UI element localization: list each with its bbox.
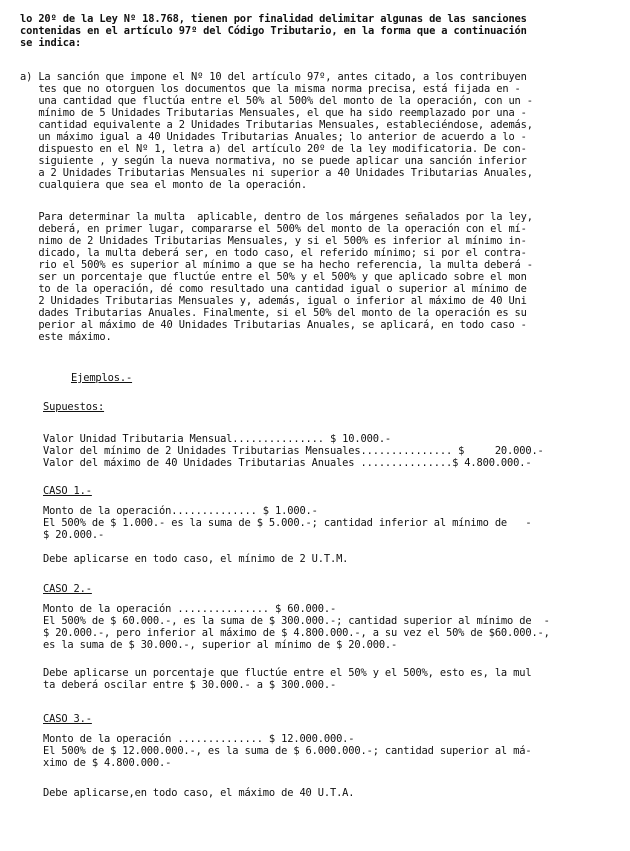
case-1-conclusion: Debe aplicarse en todo caso, el mínimo de 2 U.T.M. — [43, 553, 349, 565]
case-2-line: Monto de la operación ............... $ 60.000.- — [43, 603, 337, 615]
para-b-line: 2 Unidades Tributarias Mensuales y, además, igual o inferior al máximo de 40 Uni — [20, 295, 527, 307]
case-3-line: Monto de la operación .............. $ 12.000.000.- — [43, 733, 355, 745]
para-a-line: tes que no otorguen los documentos que la misma norma precisa, está fijada en - — [20, 83, 521, 95]
para-b-line: Para determinar la multa aplicable, dentro de los márgenes señalados por la ley, — [20, 211, 533, 223]
para-a-line: cantidad equivalente a 2 Unidades Tributarias Mensuales, estableciéndose, además, — [20, 119, 533, 131]
case-2-conclusion: Debe aplicarse un porcentaje que fluctúe entre el 50% y el 500%, esto es, la mul — [43, 667, 532, 679]
case-2-conclusion: ta deberá oscilar entre $ 30.000.- a $ 300.000.- — [43, 679, 337, 691]
assumption-line: Valor del máximo de 40 Unidades Tributarias Anuales ...............$ 4.800.000.- — [43, 457, 532, 469]
para-b-line: to de la operación, dé como resultado una cantidad igual o superior al mínimo de — [20, 283, 527, 295]
case-2-title: CASO 2.- — [43, 583, 92, 595]
assumptions-heading: Supuestos: — [43, 401, 105, 413]
assumption-line: Valor del mínimo de 2 Unidades Tributarias Mensuales............... $ 20.000.- — [43, 445, 544, 457]
para-a-line: una cantidad que fluctúa entre el 50% al 500% del monto de la operación, con un - — [20, 95, 533, 107]
para-b-line: deberá, en primer lugar, compararse el 500% del monto de la operación con el mí- — [20, 223, 527, 235]
para-a-line: a) La sanción que impone el Nº 10 del artículo 97º, antes citado, a los contribuyen — [20, 71, 527, 83]
para-b-line: ser un porcentaje que fluctúe entre el 50% y el 500% y que aplicado sobre el mon — [20, 271, 527, 283]
case-1-line: El 500% de $ 1.000.- es la suma de $ 5.000.-; cantidad inferior al mínimo de - — [43, 517, 532, 529]
para-b-line: nimo de 2 Unidades Tributarias Mensuales, y si el 500% es inferior al mínimo in- — [20, 235, 527, 247]
case-1-title: CASO 1.- — [43, 485, 92, 497]
para-a-line: a 2 Unidades Tributarias Mensuales ni superior a 40 Unidades Tributarias Anuales, — [20, 167, 533, 179]
case-1-line: $ 20.000.- — [43, 529, 105, 541]
para-b-line: dicado, la multa deberá ser, en todo caso, el referido mínimo; si por el contra- — [20, 247, 527, 259]
intro-line: se indica: — [20, 37, 82, 49]
assumption-line: Valor Unidad Tributaria Mensual............... $ 10.000.- — [43, 433, 392, 445]
para-a-line: cualquiera que sea el monto de la operación. — [20, 179, 307, 191]
para-b-line: dades Tributarias Anuales. Finalmente, si el 50% del monto de la operación es su — [20, 307, 527, 319]
intro-line: contenidas en el artículo 97º del Código Tributario, en la forma que a continuación — [20, 25, 527, 37]
para-a-line: un máximo igual a 40 Unidades Tributarias Anuales; lo anterior de acuerdo a lo - — [20, 131, 527, 143]
para-b-line: rio el 500% es superior al mínimo a que se ha hecho referencia, la multa deberá - — [20, 259, 533, 271]
para-a-line: dispuesto en el Nº 1, letra a) del artículo 20º de la ley modificatoria. De con- — [20, 143, 527, 155]
case-2-line: El 500% de $ 60.000.-, es la suma de $ 300.000.-; cantidad superior al mínimo de - — [43, 615, 550, 627]
intro-line: lo 20º de la Ley Nº 18.768, tienen por finalidad delimitar algunas de las sanciones — [20, 13, 527, 25]
para-b-line: este máximo. — [20, 331, 112, 343]
para-b-line: perior al máximo de 40 Unidades Tributarias Anuales, se aplicará, en todo caso - — [20, 319, 527, 331]
case-2-line: $ 20.000.-, pero inferior al máximo de $ 4.800.000.-, a su vez el 50% de $60.000.-, — [43, 627, 550, 639]
case-1-line: Monto de la operación.............. $ 1.000.- — [43, 505, 318, 517]
case-3-title: CASO 3.- — [43, 713, 92, 725]
case-3-line: El 500% de $ 12.000.000.-, es la suma de $ 6.000.000.-; cantidad superior al má- — [43, 745, 532, 757]
para-a-line: mínimo de 5 Unidades Tributarias Mensuales, el que ha sido reemplazado por una - — [20, 107, 527, 119]
examples-heading: Ejemplos.- — [71, 372, 133, 384]
case-3-conclusion: Debe aplicarse,en todo caso, el máximo de 40 U.T.A. — [43, 787, 355, 799]
para-a-line: siguiente , y según la nueva normativa, no se puede aplicar una sanción inferior — [20, 155, 527, 167]
case-3-line: ximo de $ 4.800.000.- — [43, 757, 172, 769]
case-2-line: es la suma de $ 30.000.-, superior al mínimo de $ 20.000.- — [43, 639, 398, 651]
